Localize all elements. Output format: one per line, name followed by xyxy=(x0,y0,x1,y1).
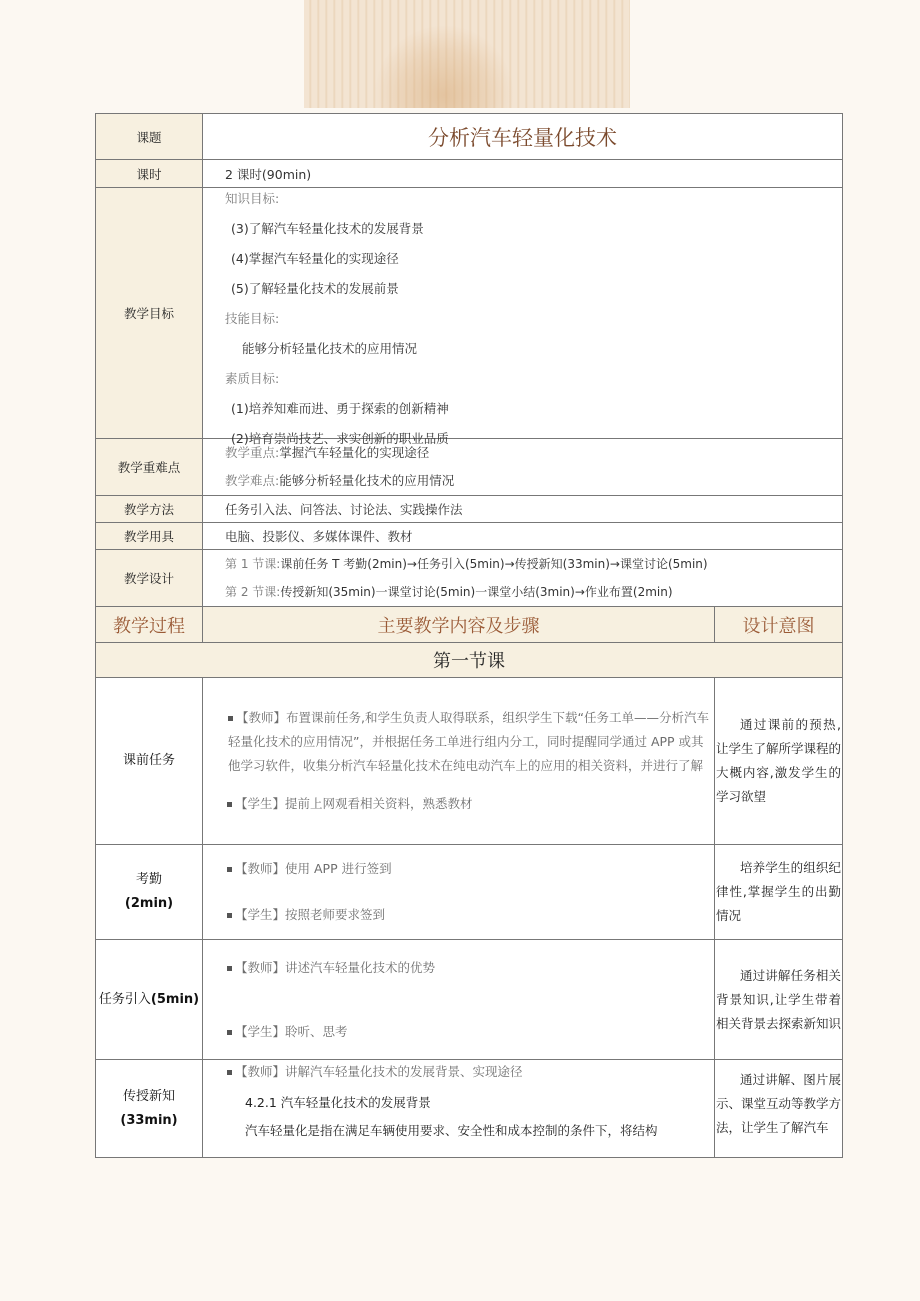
bullet-square-icon xyxy=(227,913,232,918)
hours-value: 2 课时(90min) xyxy=(203,160,843,188)
teacher-step: 【教师】使用 APP 进行签到 xyxy=(235,861,392,876)
intent-new-knowledge: 通过讲解、图片展示、课堂互动等教学方法，让学生了解汽车 xyxy=(715,1060,843,1158)
stage-name: 考勤 xyxy=(135,872,162,887)
intent-task-intro: 通过讲解任务相关背景知识,让学生带着相关背景去探索新知识 xyxy=(715,940,843,1060)
stage-pre-class xyxy=(96,678,203,845)
method-value: 任务引入法、问答法、讨论法、实践操作法 xyxy=(203,496,843,523)
stage-name: 课前任务 xyxy=(122,753,175,768)
stage-name: 传授新知 xyxy=(122,1088,175,1104)
pre-class-content xyxy=(203,678,715,845)
teacher-step: 【教师】讲述汽车轻量化技术的优势 xyxy=(235,959,436,975)
topic-label: 课题 xyxy=(96,114,203,160)
keypoints-label: 教学重难点 xyxy=(96,439,203,496)
stage-time: (33min) xyxy=(120,1112,178,1128)
section-paragraph: 汽车轻量化是指在满足车辆使用要求、安全性和成本控制的条件下，将结构 xyxy=(245,1123,658,1138)
student-step: 【学生】按照老师要求签到 xyxy=(235,907,386,922)
col-content-header: 主要教学内容及步骤 xyxy=(203,607,715,643)
design-session1-value: 课前任务 T 考勤(2min)→任务引入(5min)→传授新知(33min)→课堂讨论(5min) xyxy=(280,557,708,571)
intent-attendance: 培养学生的组织纪律性,掌握学生的出勤情况 xyxy=(715,845,843,940)
goals-cell xyxy=(203,188,843,446)
student-step: 【学生】提前上网观看相关资料，熟悉教材 xyxy=(235,796,473,811)
new-knowledge-content xyxy=(203,1060,715,1158)
method-label: 教学方法 xyxy=(96,496,203,523)
design-label: 教学设计 xyxy=(96,550,203,607)
section-subheading: 4.2.1 汽车轻量化技术的发展背景 xyxy=(245,1095,431,1110)
intent-pre-class: 通过课前的预热,让学生了解所学课程的大概内容,激发学生的学习欲望 xyxy=(715,678,843,845)
design-session2-value: 传授新知(35min)一课堂讨论(5min)一课堂小结(3min)→作业布置(2min) xyxy=(280,585,673,599)
design-session1-label: 第 1 节课: xyxy=(225,557,281,571)
knowledge-goal-item: (4)掌握汽车轻量化的实现途径 xyxy=(231,251,399,266)
key-point-value: 掌握汽车轻量化的实现途径 xyxy=(279,445,430,460)
col-stage-header: 教学过程 xyxy=(96,607,203,643)
student-step: 【学生】聆听、思考 xyxy=(235,1023,348,1039)
col-intent-header: 设计意图 xyxy=(715,607,843,643)
tools-label: 教学用具 xyxy=(96,523,203,550)
bullet-square-icon xyxy=(227,1070,232,1075)
quality-goal-title: 素质目标: xyxy=(225,371,280,386)
skill-goal-item: 能够分析轻量化技术的应用情况 xyxy=(242,341,418,356)
bullet-square-icon xyxy=(227,1030,232,1035)
quality-goal-item: (2)培育崇尚技艺、求实创新的职业品质 xyxy=(231,431,449,446)
lesson-plan-document xyxy=(95,113,842,1158)
teacher-step: 【教师】布置课前任务,和学生负责人取得联系，组织学生下载“任务工单——分析汽车轻量化技术的应用情况”，并根据任务工单进行组内分工，同时提醒同学通过 APP 或其他学习软件，收集分析汽车轻量化技术在纯电动汽车上的应用的相关资料，并进行了解 xyxy=(228,710,709,773)
design-session2-label: 第 2 节课: xyxy=(225,585,281,599)
bullet-square-icon xyxy=(227,966,232,971)
knowledge-goal-title: 知识目标: xyxy=(225,191,280,206)
quality-goal-item: (1)培养知难而进、勇于探索的创新精神 xyxy=(231,401,449,416)
tools-value: 电脑、投影仪、多媒体课件、教材 xyxy=(203,523,843,550)
difficulty-value: 能够分析轻量化技术的应用情况 xyxy=(279,473,455,488)
teacher-step: 【教师】讲解汽车轻量化技术的发展背景、实现途径 xyxy=(235,1064,523,1079)
key-point-label: 教学重点: xyxy=(225,445,280,460)
stage-time: (2min) xyxy=(124,896,174,911)
stage-attendance xyxy=(96,845,203,940)
stage-name: 任务引入 xyxy=(98,991,151,1007)
knowledge-goal-item: (5)了解轻量化技术的发展前景 xyxy=(231,281,399,296)
attendance-content xyxy=(203,845,715,940)
skill-goal-title: 技能目标: xyxy=(225,311,280,326)
header-banner-image xyxy=(304,0,630,108)
bullet-square-icon xyxy=(227,802,232,807)
stage-time: (5min) xyxy=(150,991,200,1007)
section-first-lesson: 第一节课 xyxy=(96,643,843,678)
topic-title: 分析汽车轻量化技术 xyxy=(203,114,843,160)
knowledge-goal-item: (3)了解汽车轻量化技术的发展背景 xyxy=(231,221,424,236)
stage-new-knowledge xyxy=(96,1060,203,1158)
hours-label: 课时 xyxy=(96,160,203,188)
difficulty-label: 教学难点: xyxy=(225,473,280,488)
task-intro-content xyxy=(203,940,715,1060)
goals-label: 教学目标 xyxy=(96,188,203,439)
bullet-square-icon xyxy=(228,716,233,721)
stage-task-intro xyxy=(96,940,203,1060)
lesson-info-table xyxy=(95,113,843,1158)
bullet-square-icon xyxy=(227,867,232,872)
design-cell xyxy=(203,550,843,607)
keypoints-cell xyxy=(203,439,843,496)
